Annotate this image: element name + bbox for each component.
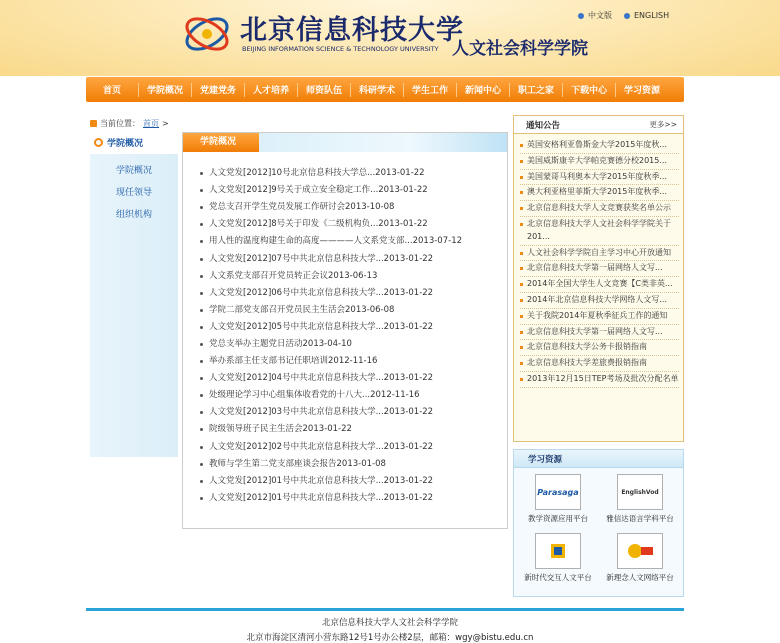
notice-text: 英国安格利亚鲁斯金大学2015年度秋... xyxy=(527,140,667,149)
nav-item-home[interactable]: 首页 xyxy=(102,86,121,96)
bullet-icon xyxy=(520,362,523,365)
news-item[interactable] xyxy=(200,404,507,421)
news-title: 人文党发[2012]03号中共北京信息科技大学...2013-01-22 xyxy=(209,407,434,418)
resource-label: 新理念人文网络平台 xyxy=(606,573,674,582)
breadcrumb-separator: > xyxy=(162,119,169,128)
news-title: 人文党发[2012]8号关于印发《二级机构负...2013-01-22 xyxy=(209,219,428,230)
news-item[interactable] xyxy=(200,490,507,507)
bullet-icon xyxy=(200,394,203,397)
sidebar-title-label: 学院概况 xyxy=(107,138,144,149)
nav-divider xyxy=(244,83,245,97)
resource-thumb xyxy=(617,533,663,569)
notice-item[interactable] xyxy=(520,217,679,246)
bullet-icon xyxy=(200,428,203,431)
nav-divider xyxy=(350,83,351,97)
news-title: 人文党发[2012]9号关于成立安全稳定工作...2013-01-22 xyxy=(209,185,428,196)
nav-item-downloads[interactable]: 下载中心 xyxy=(570,86,607,96)
notice-item[interactable] xyxy=(520,277,679,293)
bullet-icon xyxy=(520,346,523,349)
main-title-tab: 学院概况 xyxy=(183,133,259,152)
news-title: 用人性的温度构建生命的高度————人文系党支部...2013-07-12 xyxy=(209,236,463,247)
news-title: 人文党发[2012]04号中共北京信息科技大学...2013-01-22 xyxy=(209,373,434,384)
news-item[interactable] xyxy=(200,456,507,473)
nav-item-faculty[interactable]: 师资队伍 xyxy=(305,86,342,96)
nav-item-resources[interactable]: 学习资源 xyxy=(623,86,660,96)
notice-text: 关于我院2014年夏秋季征兵工作的通知 xyxy=(527,310,668,320)
notice-text: 澳大利亚格里菲斯大学2015年度秋季... xyxy=(527,187,667,197)
news-title: 人文党发[2012]01号中共北京信息科技大学...2013-01-22 xyxy=(209,475,434,486)
notice-item[interactable] xyxy=(520,154,679,170)
notice-text: 美国蒙哥马利奥本大学2015年度秋季... xyxy=(527,171,667,181)
nav-divider xyxy=(403,83,404,97)
globe-icon xyxy=(578,13,584,19)
bullet-icon xyxy=(200,497,203,500)
news-item[interactable] xyxy=(200,165,507,182)
bullet-icon xyxy=(520,160,523,163)
college-name: 人文社会科学学院 xyxy=(452,39,588,59)
bullet-icon xyxy=(520,191,523,194)
news-title: 处级理论学习中心组集体收看党的十八大...2012-11-16 xyxy=(209,390,420,401)
news-item[interactable] xyxy=(200,216,507,233)
nav-divider xyxy=(456,83,457,97)
lang-chinese-label: 中文版 xyxy=(588,11,612,20)
bullet-icon xyxy=(520,144,523,147)
news-item[interactable] xyxy=(200,302,507,319)
news-title: 院级领导班子民主生活会2013-01-22 xyxy=(209,424,352,435)
resource-label: 雅信达语言学科平台 xyxy=(606,514,674,523)
news-title: 人文党发[2012]01号中共北京信息科技大学...2013-01-22 xyxy=(209,492,434,503)
news-title: 人文党发[2012]05号中共北京信息科技大学...2013-01-22 xyxy=(209,321,434,332)
news-title: 人文党发[2012]02号中共北京信息科技大学...2013-01-22 xyxy=(209,441,434,452)
bullet-icon xyxy=(520,315,523,318)
nav-divider xyxy=(191,83,192,97)
breadcrumb-home-link[interactable]: 首页 xyxy=(143,119,159,128)
notice-item[interactable] xyxy=(520,201,679,217)
notice-item[interactable] xyxy=(520,261,679,277)
notice-text: 北京信息科技大学人文竞赛获奖名单公示 xyxy=(527,203,671,213)
lang-english-label: ENGLISH xyxy=(634,11,670,20)
notice-item[interactable] xyxy=(520,170,679,186)
footer-address: 北京市海淀区清河小营东路12号1号办公楼2层，邮箱：wgy@bistu.edu.cn xyxy=(246,633,534,643)
bullet-icon xyxy=(200,223,203,226)
news-title: 学院二部党支部召开党员民主生活会2013-06-08 xyxy=(209,304,395,315)
news-item[interactable] xyxy=(200,233,507,250)
footer-college: 北京信息科技大学人文社会科学学院 xyxy=(321,618,458,628)
bullet-icon xyxy=(520,331,523,334)
bullet-icon xyxy=(200,377,203,380)
sidebar xyxy=(90,130,178,457)
sidebar-menu xyxy=(90,160,178,226)
resource-label: 新时代交互人文平台 xyxy=(524,573,592,582)
notice-item[interactable] xyxy=(520,340,679,356)
resource-logo-icon xyxy=(625,541,655,561)
notice-title: 通知公告 xyxy=(526,120,561,131)
sidebar-title xyxy=(90,130,178,154)
news-item[interactable] xyxy=(200,199,507,216)
notice-text: 美国威斯康辛大学帕克赛德分校2015... xyxy=(527,155,667,165)
nav-divider xyxy=(509,83,510,97)
news-title: 人文系党支部召开党员转正会议2013-06-13 xyxy=(209,270,378,281)
bullet-icon xyxy=(520,299,523,302)
news-title: 人文党发[2012]10号北京信息科技大学总...2013-01-22 xyxy=(209,168,425,179)
circle-bullet-icon xyxy=(94,138,103,147)
bullet-icon xyxy=(520,252,523,255)
bullet-icon xyxy=(200,275,203,278)
news-title: 人文党发[2012]06号中共北京信息科技大学...2013-01-22 xyxy=(209,287,434,298)
news-item[interactable] xyxy=(200,353,507,370)
sidebar-item-about[interactable]: 学院概况 xyxy=(116,166,153,176)
resource-thumb: Parasaga xyxy=(535,474,581,510)
bullet-icon xyxy=(520,176,523,179)
resource-label: 教学资源应用平台 xyxy=(528,514,588,523)
news-item[interactable] xyxy=(200,182,507,199)
resource-item-network[interactable] xyxy=(600,533,680,583)
nav-item-party[interactable]: 党建党务 xyxy=(199,86,236,96)
bullet-icon xyxy=(200,292,203,295)
bullet-icon xyxy=(200,206,203,209)
resource-thumb xyxy=(535,533,581,569)
notice-text: 北京信息科技大学第一届网络人文写... xyxy=(527,263,663,273)
notice-item[interactable] xyxy=(520,372,679,388)
bullet-icon xyxy=(200,309,203,312)
bullet-icon xyxy=(200,258,203,261)
notice-text: 北京信息科技大学公务卡报销指南 xyxy=(527,342,647,352)
bullet-icon xyxy=(520,207,523,210)
notice-item[interactable] xyxy=(520,309,679,325)
news-item[interactable] xyxy=(200,250,507,267)
globe-icon xyxy=(624,13,630,19)
bullet-icon xyxy=(520,283,523,286)
bullet-icon xyxy=(200,240,203,243)
news-item[interactable] xyxy=(200,421,507,438)
news-item[interactable] xyxy=(200,473,507,490)
university-name-cn: 北京信息科技大学 xyxy=(240,15,464,46)
bullet-icon xyxy=(200,172,203,175)
main-header-bar xyxy=(183,133,507,152)
nav-item-news[interactable]: 新闻中心 xyxy=(464,86,501,96)
bullet-icon xyxy=(200,480,203,483)
lang-chinese-link[interactable] xyxy=(578,10,612,21)
news-title: 人文党发[2012]07号中共北京信息科技大学...2013-01-22 xyxy=(209,253,434,264)
resources-header xyxy=(514,450,683,468)
page-header xyxy=(0,0,780,76)
university-name-en: BEIJING INFORMATION SCIENCE & TECHNOLOGY UNIVERSITY xyxy=(242,45,439,53)
nav-divider xyxy=(562,83,563,97)
resource-item-language[interactable] xyxy=(600,474,680,524)
main-nav xyxy=(86,77,684,102)
location-icon xyxy=(90,120,97,127)
news-title: 党总支召开学生党员发展工作研讨会2013-10-08 xyxy=(209,202,395,213)
sidebar-item-organization[interactable]: 组织机构 xyxy=(116,210,153,220)
news-title: 教师与学生第二党支部座谈会报告2013-01-08 xyxy=(209,458,386,469)
notice-list xyxy=(514,134,683,388)
notice-text: 2014年北京信息科技大学网络人文写... xyxy=(527,294,667,304)
nav-divider xyxy=(138,83,139,97)
university-emblem-icon xyxy=(182,10,232,58)
news-item[interactable] xyxy=(200,268,507,285)
notice-header xyxy=(514,116,683,134)
notice-more-link[interactable]: 更多>> xyxy=(649,120,677,129)
bullet-icon xyxy=(200,463,203,466)
notice-text: 人文社会科学学院自主学习中心开放通知 xyxy=(527,247,671,257)
bullet-icon xyxy=(520,267,523,270)
main-content xyxy=(182,132,508,529)
news-title: 党总支举办主题党日活动2013-04-10 xyxy=(209,338,352,349)
resources-panel xyxy=(513,449,684,597)
sidebar-item-leaders[interactable]: 现任领导 xyxy=(116,188,153,198)
news-item[interactable] xyxy=(200,439,507,456)
notice-text: 北京信息科技大学差旅费报销指南 xyxy=(527,358,647,368)
bullet-icon xyxy=(520,223,523,226)
notice-item[interactable] xyxy=(520,138,679,154)
lang-english-link[interactable] xyxy=(624,10,669,21)
notice-item[interactable] xyxy=(520,185,679,201)
resources-grid xyxy=(514,470,685,596)
bullet-icon xyxy=(200,326,203,329)
notice-item[interactable] xyxy=(520,325,679,341)
bullet-icon xyxy=(200,360,203,363)
news-item[interactable] xyxy=(200,319,507,336)
resource-item-teaching[interactable] xyxy=(518,474,598,524)
notice-panel xyxy=(513,115,684,442)
bullet-icon xyxy=(520,378,523,381)
news-item[interactable] xyxy=(200,285,507,302)
nav-item-staff[interactable]: 职工之家 xyxy=(517,86,554,96)
notice-item[interactable] xyxy=(520,356,679,372)
resource-logo-icon xyxy=(548,541,568,561)
bullet-icon xyxy=(200,189,203,192)
news-item[interactable] xyxy=(200,370,507,387)
notice-text: 2013年12月15日TEP考场及批次分配名单 xyxy=(527,373,679,383)
news-list xyxy=(183,165,507,507)
resources-title: 学习资源 xyxy=(528,454,563,465)
news-title: 举办系部主任支部书记任职培训2012-11-16 xyxy=(209,356,378,367)
footer-divider xyxy=(86,608,684,611)
notice-item[interactable] xyxy=(520,246,679,262)
notice-text: 北京信息科技大学第一届网络人文写... xyxy=(527,326,663,336)
breadcrumb-prefix: 当前位置： xyxy=(100,119,140,128)
notice-text: 2014年全国大学生人文竞赛【C类非英... xyxy=(527,279,673,289)
nav-item-talent[interactable]: 人才培养 xyxy=(252,86,289,96)
bullet-icon xyxy=(200,446,203,449)
breadcrumb xyxy=(90,118,169,129)
language-switcher xyxy=(578,10,669,21)
resource-thumb: EnglishVod xyxy=(617,474,663,510)
nav-divider xyxy=(615,83,616,97)
notice-text: 北京信息科技大学人文社会科学学院关于201... xyxy=(527,218,671,241)
bullet-icon xyxy=(200,411,203,414)
nav-item-students[interactable]: 学生工作 xyxy=(411,86,448,96)
nav-item-about[interactable]: 学院概况 xyxy=(146,86,183,96)
news-item[interactable] xyxy=(200,336,507,353)
news-item[interactable] xyxy=(200,387,507,404)
bullet-icon xyxy=(200,343,203,346)
nav-divider xyxy=(297,83,298,97)
resource-item-interactive[interactable] xyxy=(518,533,598,583)
nav-item-research[interactable]: 科研学术 xyxy=(358,86,395,96)
notice-item[interactable] xyxy=(520,293,679,309)
